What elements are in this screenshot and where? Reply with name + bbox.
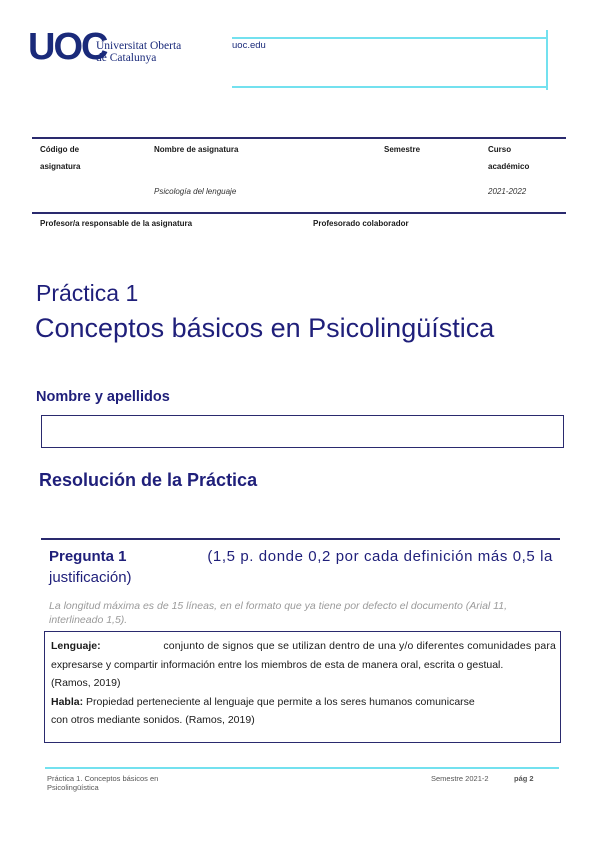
question-points: (1,5 p. donde 0,2 por cada definición más 0,5 la bbox=[207, 548, 553, 565]
header-side-line bbox=[546, 30, 548, 90]
question-label: Pregunta 1 bbox=[49, 548, 127, 565]
def-habla-1: Propiedad perteneciente al lenguaje que permite a los seres humanos comunicarse bbox=[86, 695, 475, 708]
footer-line bbox=[45, 767, 559, 769]
course-table-top-border bbox=[32, 137, 566, 139]
name-field[interactable] bbox=[41, 415, 564, 448]
question-note-2: interlineado 1,5). bbox=[49, 614, 128, 626]
name-heading: Nombre y apellidos bbox=[36, 389, 170, 405]
answer-text bbox=[51, 637, 556, 730]
uoc-logo bbox=[28, 28, 106, 66]
course-table-mid-border bbox=[32, 212, 566, 214]
def-lenguaje-3: (Ramos, 2019) bbox=[51, 677, 121, 689]
codigo-label-1: Código de bbox=[40, 145, 80, 154]
def-lenguaje-1: conjunto de signos que se utilizan dentro de una y/o diferentes comunidades para bbox=[163, 640, 556, 652]
university-name bbox=[96, 40, 181, 64]
codigo-label bbox=[40, 141, 80, 175]
footer-doc-title-1: Práctica 1. Conceptos básicos en bbox=[47, 774, 159, 783]
curso-label-2: académico bbox=[488, 162, 530, 171]
codigo-label-2: asignatura bbox=[40, 162, 81, 171]
footer-doc-title bbox=[47, 774, 158, 792]
site-link[interactable]: uoc.edu bbox=[232, 40, 266, 51]
def-habla-2: con otros mediante sonidos. (Ramos, 2019) bbox=[51, 714, 255, 726]
term-lenguaje: Lenguaje: bbox=[51, 640, 101, 652]
question-note bbox=[49, 599, 561, 627]
question-points-2: justificación) bbox=[49, 569, 132, 586]
def-lenguaje-2: expresarse y compartir información entre los miembros de esta de manera oral, escrita o gestual. bbox=[51, 658, 504, 671]
profesor-label: Profesor/a responsable de la asignatura bbox=[40, 219, 193, 228]
header-bottom-line bbox=[232, 86, 546, 88]
practice-number-title: Práctica 1 bbox=[36, 280, 139, 306]
header-top-line bbox=[232, 37, 546, 39]
logo-text: UOC bbox=[28, 26, 107, 68]
resolution-heading: Resolución de la Práctica bbox=[39, 470, 258, 490]
footer-semester: Semestre 2021-2 bbox=[431, 774, 489, 783]
nombre-asignatura-label: Nombre de asignatura bbox=[154, 145, 239, 154]
colaborador-label: Profesorado colaborador bbox=[313, 219, 409, 228]
university-line2: de Catalunya bbox=[96, 52, 157, 64]
curso-label-1: Curso bbox=[488, 145, 512, 154]
curso-label bbox=[488, 141, 529, 175]
footer-page: pág 2 bbox=[514, 774, 534, 783]
term-habla: Habla: bbox=[51, 695, 84, 708]
curso-value: 2021-2022 bbox=[488, 187, 527, 196]
question-top-border bbox=[41, 538, 560, 540]
question-note-1: La longitud máxima es de 15 líneas, en el formato que ya tiene por defecto el documento (Arial 11, bbox=[49, 600, 507, 612]
semestre-label: Semestre bbox=[384, 145, 421, 154]
question-title bbox=[49, 546, 553, 588]
footer-doc-title-2: Psicolingüística bbox=[47, 783, 99, 792]
nombre-asignatura-value: Psicología del lenguaje bbox=[154, 187, 237, 196]
answer-box[interactable] bbox=[44, 631, 561, 743]
university-line1: Universitat Oberta bbox=[96, 40, 182, 52]
practice-main-title: Conceptos básicos en Psicolingüística bbox=[35, 313, 495, 343]
